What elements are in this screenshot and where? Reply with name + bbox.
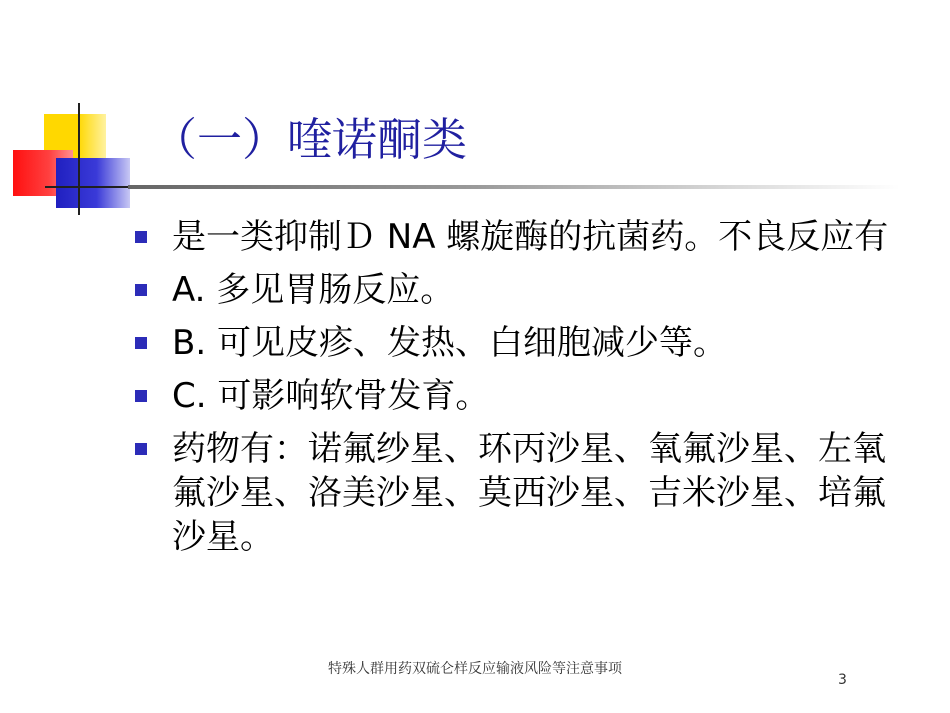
bullet-text: B. 可见皮疹、发热、白细胞减少等。 (172, 323, 727, 363)
title-underline (128, 185, 900, 189)
bullet-square-icon (135, 443, 147, 455)
bullet-text: 是一类抑制Ｄ NA 螺旋酶的抗菌药。不良反应有 (172, 217, 889, 257)
bullet-item (135, 427, 905, 559)
slide-title: （一）喹诺酮类 (152, 113, 468, 166)
slide-footer: 特殊人群用药双硫仑样反应输液风险等注意事项 (328, 661, 622, 677)
bullet-square-icon (135, 390, 147, 402)
page-number: 3 (838, 672, 847, 688)
bullet-item (135, 374, 905, 418)
bullet-square-icon (135, 231, 147, 243)
bullet-square-icon (135, 337, 147, 349)
bullet-item (135, 268, 905, 312)
bullet-item (135, 215, 905, 259)
decor-vertical-line (78, 103, 80, 215)
corner-decoration (0, 0, 140, 220)
bullet-square-icon (135, 284, 147, 296)
decor-blue-square (56, 158, 130, 208)
bullet-item (135, 321, 905, 365)
decor-horizontal-line (45, 186, 135, 188)
bullet-text: A. 多见胃肠反应。 (172, 270, 455, 310)
bullet-list (135, 215, 905, 568)
bullet-text: C. 可影响软骨发育。 (172, 376, 490, 416)
bullet-text: 药物有：诺氟纱星、环丙沙星、氧氟沙星、左氧氟沙星、洛美沙星、莫西沙星、吉米沙星、培氟沙星。 (172, 429, 886, 557)
